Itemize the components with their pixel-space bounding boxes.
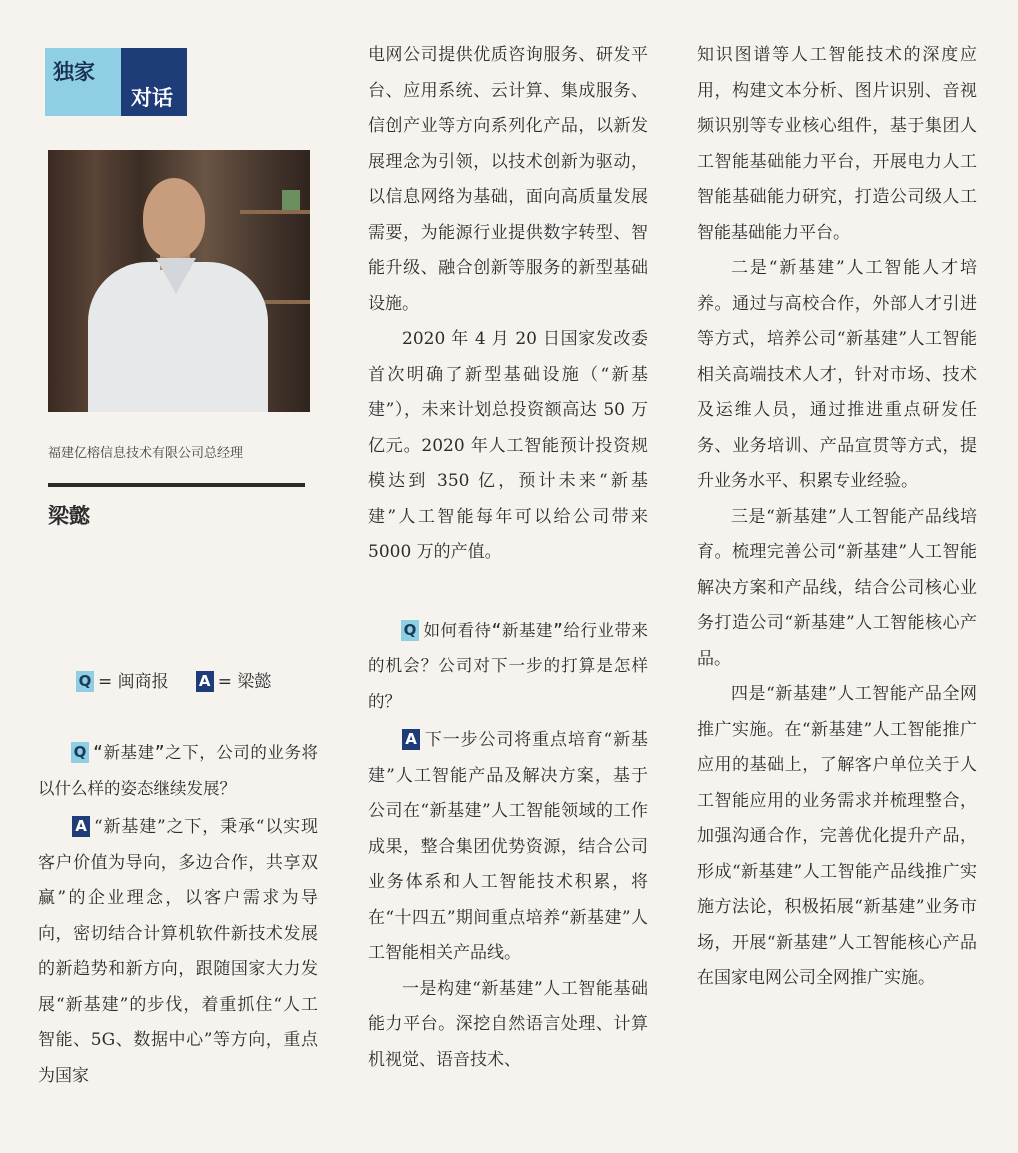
q-badge-icon: Q (71, 742, 89, 763)
paragraph: 二是“新基建”人工智能人才培养。通过与高校合作，外部人才引进等方式，培养公司“新基建”人工智能相关高端技术人才，针对市场、技术及运维人员，通过推进重点研发任务、业务培训、产品宣贯等方式，提升业务水平、积累专业经验。 (697, 258, 977, 491)
paragraph: 三是“新基建”人工智能产品线培育。梳理完善公司“新基建”人工智能解决方案和产品线，结合公司核心业务打造公司“新基建”人工智能核心产品。 (697, 506, 977, 669)
a-badge-icon: A (72, 816, 90, 837)
paragraph: 电网公司提供优质咨询服务、研发平台、应用系统、云计算、集成服务、信创产业等方向系列化产品，以新发展理念为引领，以技术创新为驱动，以信息网络为基础，面向高质量发展需要，为能源行业提供数字转型、智能升级、融合创新等服务的新型基础设施。 (368, 45, 648, 314)
interviewee-name: 梁懿 (48, 503, 90, 528)
question-1: Q “新基建”之下，公司的业务将以什么样的姿态继续发展？ (38, 743, 318, 798)
qa-legend (76, 668, 271, 696)
column-3 (697, 38, 977, 997)
tag-part1: 独家 (45, 48, 121, 116)
section-tag (45, 48, 187, 116)
divider (48, 483, 305, 487)
photo-caption: 福建亿榕信息技术有限公司总经理 (48, 446, 244, 461)
q-badge-icon: Q (401, 620, 419, 641)
paragraph: 2020 年 4 月 20 日国家发改委首次明确了新型基础设施（“新基建”），未来计划总投资额高达 50 万亿元。2020 年人工智能预计投资规模达到 350 亿，预计未来“新基建”人工智能每年可以给公司带来 5000 万的产值。 (368, 329, 648, 562)
q-badge-icon: Q (76, 671, 94, 692)
legend-a-text: = 梁懿 (217, 672, 272, 692)
column-2 (368, 38, 648, 1078)
a-badge-icon: A (196, 671, 214, 692)
legend-q-text: = 闽商报 (98, 672, 169, 692)
paragraph: 一是构建“新基建”人工智能基础能力平台。深挖自然语言处理、计算机视觉、语音技术、 (368, 978, 648, 1070)
tag-part2: 对话 (121, 48, 187, 116)
portrait-photo (48, 150, 310, 412)
a-badge-icon: A (402, 729, 420, 750)
question-2: Q 如何看待“新基建”给行业带来的机会？公司对下一步的打算是怎样的？ (368, 620, 648, 711)
answer-2: A 下一步公司将重点培育“新基建”人工智能产品及解决方案，基于公司在“新基建”人工智能领域的工作成果，整合集团优势资源，结合公司业务体系和人工智能技术积累，将在“十四五”期间重点培养“新基建”人工智能相关产品线。 (368, 730, 648, 963)
answer-1: A “新基建”之下，秉承“以实现客户价值为导向，多边合作，共享双赢”的企业理念，以客户需求为导向，密切结合计算机软件新技术发展的新趋势和新方向，跟随国家大力发展“新基建”的步伐，着重抓住“人工智能、5G、数据中心”等方向，重点为国家 (38, 817, 318, 1086)
paragraph: 知识图谱等人工智能技术的深度应用，构建文本分析、图片识别、音视频识别等专业核心组件，基于集团人工智能基础能力平台，开展电力人工智能基础能力研究，打造公司级人工智能基础能力平台。 (697, 45, 977, 243)
column-1 (38, 735, 318, 1094)
paragraph: 四是“新基建”人工智能产品全网推广实施。在“新基建”人工智能推广应用的基础上，了解客户单位关于人工智能应用的业务需求并梳理整合，加强沟通合作，完善优化提升产品，形成“新基建”人工智能产品线推广实施方法论，积极拓展“新基建”业务市场，开展“新基建”人工智能核心产品在国家电网公司全网推广实施。 (697, 684, 977, 988)
